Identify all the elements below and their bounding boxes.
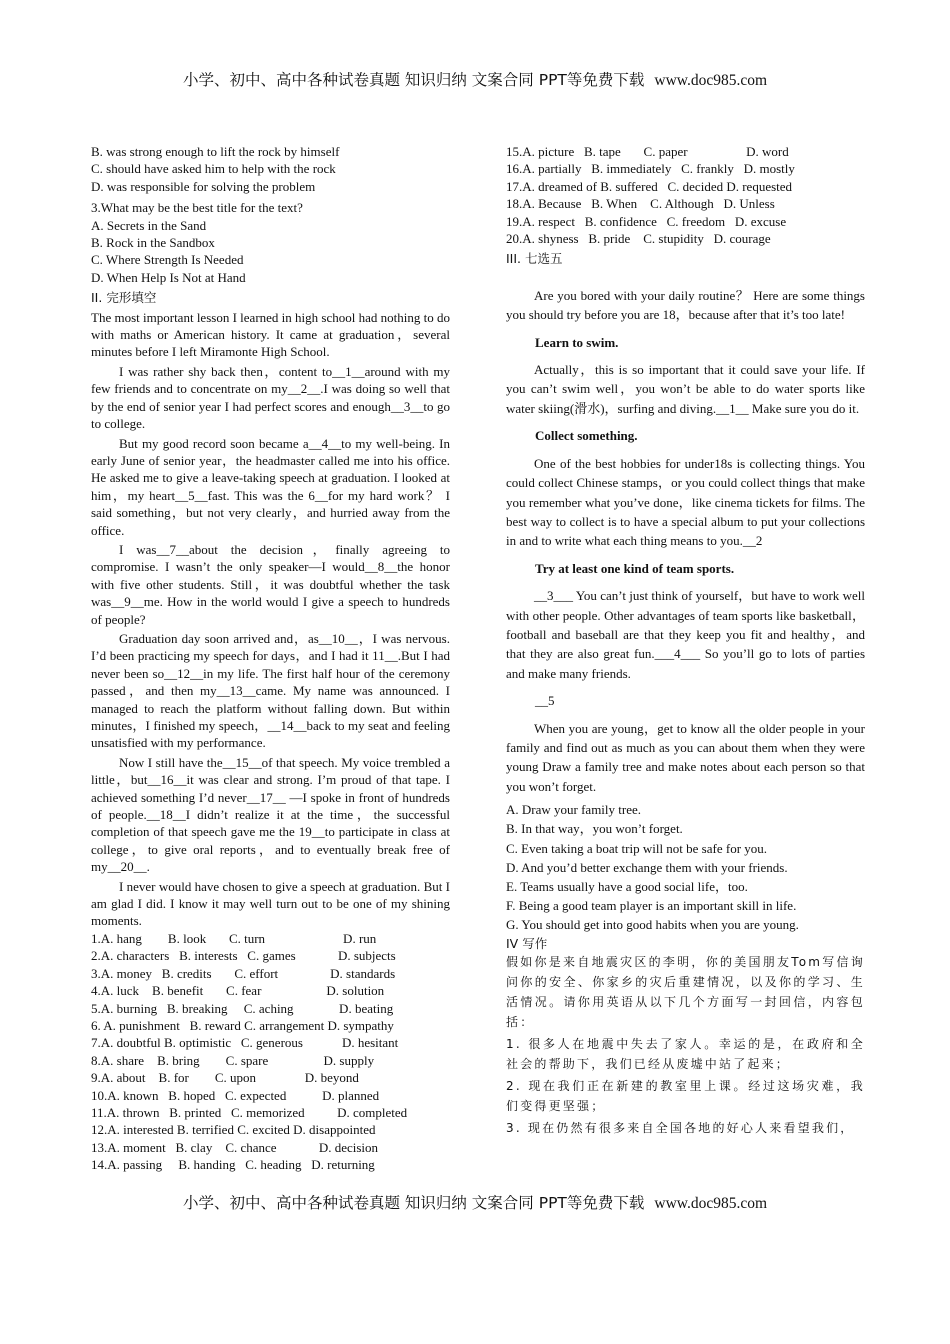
section-title-cloze: II. 完形填空 [91,290,157,306]
left-column [91,143,450,1174]
cloze-paragraph: I was rather shy back then，content to__1__around with my few friends and to concentrate on my__2__.I was doing so well that by the end of senior year I had perfect scores and enough__3__to go to college. [91,363,450,432]
cloze-option-row: 5.A. burning B. breaking C. aching D. beating [91,1000,394,1016]
header-url: www.doc985.com [654,72,768,89]
cloze-option-row: 20.A. shyness B. pride C. stupidity D. courage [506,231,771,247]
cloze-paragraph: Graduation day soon arrived and，as__10__，I was nervous. I’d been practicing my speech for days，and I had it 11__.But I had never been so__12__in my life. The first half hour of the ceremony passed，and then my__13__came. My name was announced. I managed to reach the platform without falling down. But within minutes，I finished my speech，__14__back to my seat and feeling unsatisfied with my performance. [91,630,450,751]
paragraph-team-sports: __3___ You can’t just think of yourself，but have to work well with other people. Other advantages of team sports like basketball，football and baseball are that they keep you fit and healthy，and that they are also great fun.___4___ So you’ll go to lots of parties and make many friends. [506,588,865,681]
q2-option-d: D. was responsible for solving the problem [91,178,316,194]
paragraph-family: When you are young，get to know all the older people in your family and find out as much as you can about them when they were young Draw a family tree and make notes about each person so that you won’t forget. [506,720,865,794]
cloze-option-row: 9.A. about B. for C. upon D. beyond [91,1070,359,1086]
section-title-seven-choose-five: III. 七选五 [506,251,563,267]
choice-option: B. In that way，you won’t forget. [506,821,683,837]
footer-url: www.doc985.com [654,1195,768,1212]
cloze-paragraph: I never would have chosen to give a speech at graduation. But I am glad I did. I know it may well turn out to be one of my shining moments. [91,878,450,929]
cloze-option-row: 2.A. characters B. interests C. games D. subjects [91,948,396,964]
cloze-option-row: 12.A. interested B. terrified C. excited D. disappointed [91,1122,376,1138]
writing-prompt: 假如你是来自地震灾区的李明，你的美国朋友Tom写信询问你的安全、你家乡的灾后重建情况，以及你的学习、生活情况。请你用英语从以下几个方面写一封回信，内容包括： [506,955,865,1030]
section-title-writing: IV 写作 [506,935,548,951]
paragraph-collect: One of the best hobbies for under18s is collecting things. You could collect Chinese stamps，or you could collect things that make you remember what you’ve done，like cinema tickets for films. The best way to collect is to have a special album to put your collections in and to write what each thing means to you.__2 [506,455,865,549]
writing-point: 1. 很多人在地震中失去了家人。幸运的是，在政府和全社会的帮助下，我们已经从废墟中站了起来； [506,1037,865,1072]
cloze-option-row: 1.A. hang B. look C. turn D. run [91,930,377,946]
right-column [506,143,865,1138]
heading-collect: Collect something. [535,428,638,444]
cloze-option-row: 3.A. money B. credits C. effort D. standards [91,965,396,981]
cloze-paragraph: I was__7__about the decision，finally agreeing to compromise. I wasn’t the only speaker—I would__8__the honor with five other students. Still，it was doubtful whether the task was__9__me. How in the world would I give a speech to hundreds of people? [91,541,450,627]
cloze-option-row: 14.A. passing B. handing C. heading D. returning [91,1157,375,1173]
choice-option: G. You should get into good habits when you are young. [506,917,799,933]
choice-option: A. Draw your family tree. [506,802,642,818]
writing-point: 2. 现在我们正在新建的教室里上课。经过这场灾难，我们变得更坚强； [506,1079,865,1114]
q2-option-b: B. was strong enough to lift the rock by himself [91,144,340,159]
cloze-option-row: 8.A. share B. bring C. spare D. supply [91,1052,375,1068]
choice-option: C. Even taking a boat trip will not be safe for you. [506,840,768,856]
cloze-option-row: 10.A. known B. hoped C. expected D. planned [91,1087,380,1103]
cloze-option-row: 11.A. thrown B. printed C. memorized D. completed [91,1104,408,1120]
q2-option-c: C. should have asked him to help with the rock [91,161,336,177]
cloze-option-row: 19.A. respect B. confidence C. freedom D. excuse [506,213,787,229]
q3-option: B. Rock in the Sandbox [91,235,215,251]
q3-option: D. When Help Is Not at Hand [91,269,246,285]
choice-option: E. Teams usually have a good social life，too. [506,879,748,894]
heading-swim: Learn to swim. [535,334,619,350]
footer-text: 小学、初中、高中各种试卷真题 知识归纳 文案合同 PPT等免费下载 [182,1194,645,1212]
cloze-paragraph: Now I still have the__15__of that speech. My voice trembled a little，but__16__it was clear and strong. I’m proud of that tape. I achieved something I’d never__17__ —I spoke in front of hundreds of people.__18__I didn’t realize it at the time，the successful completion of that speech gave me the 19__to participate in class at college，to give oral reports，and to eventually break free of my__20__. [91,754,450,875]
cloze-paragraph: The most important lesson I learned in high school had nothing to do with maths or American history. It came at graduation，several minutes before I left Miramonte High School. [91,309,450,360]
cloze-option-row: 7.A. doubtful B. optimistic C. generous D. hesitant [91,1035,399,1051]
cloze-option-row: 16.A. partially B. immediately C. frankly D. mostly [506,161,795,177]
heading-team-sports: Try at least one kind of team sports. [535,560,735,576]
cloze-option-row: 13.A. moment B. clay C. chance D. decision [91,1139,379,1155]
blank-5: __5 [535,693,555,709]
page-header [0,68,950,90]
choice-option: F. Being a good team player is an important skill in life. [506,898,797,914]
q3-question: 3.What may be the best title for the text? [91,200,303,216]
cloze-option-row: 4.A. luck B. benefit C. fear D. solution [91,983,385,999]
choice-option: D. And you’d better exchange them with your friends. [506,859,788,875]
intro-paragraph: Are you bored with your daily routine？ Here are some things you should try before you are 18，because after that it’s too late! [506,287,865,323]
q3-option: A. Secrets in the Sand [91,217,207,233]
writing-point: 3. 现在仍然有很多来自全国各地的好心人来看望我们， [506,1121,855,1136]
cloze-paragraph: But my good record soon became a__4__to my well-being. In early June of senior year，the headmaster called me into his office. He asked me to give a leave-taking speech at graduation. I looked at him，my heart__5__fast. This was the 6__for my hard work？ I said something，but not very clearly，and hurried away from the office. [91,435,450,538]
header-text: 小学、初中、高中各种试卷真题 知识归纳 文案合同 PPT等免费下载 [182,71,645,89]
cloze-option-row: 15.A. picture B. tape C. paper D. word [506,144,789,159]
paragraph-swim: Actually，this is so important that it could save your life. If you can’t swim well，you won’t be able to do water sports like water skiing(滑水)，surfing and diving.__1__ Make sure you do it. [506,362,865,416]
q3-option: C. Where Strength Is Needed [91,252,244,268]
cloze-option-row: 18.A. Because B. When C. Although D. Unless [506,196,775,212]
page-footer [0,1191,950,1213]
cloze-option-row: 6. A. punishment B. reward C. arrangement D. sympathy [91,1017,394,1033]
cloze-option-row: 17.A. dreamed of B. suffered C. decided D. requested [506,178,793,194]
